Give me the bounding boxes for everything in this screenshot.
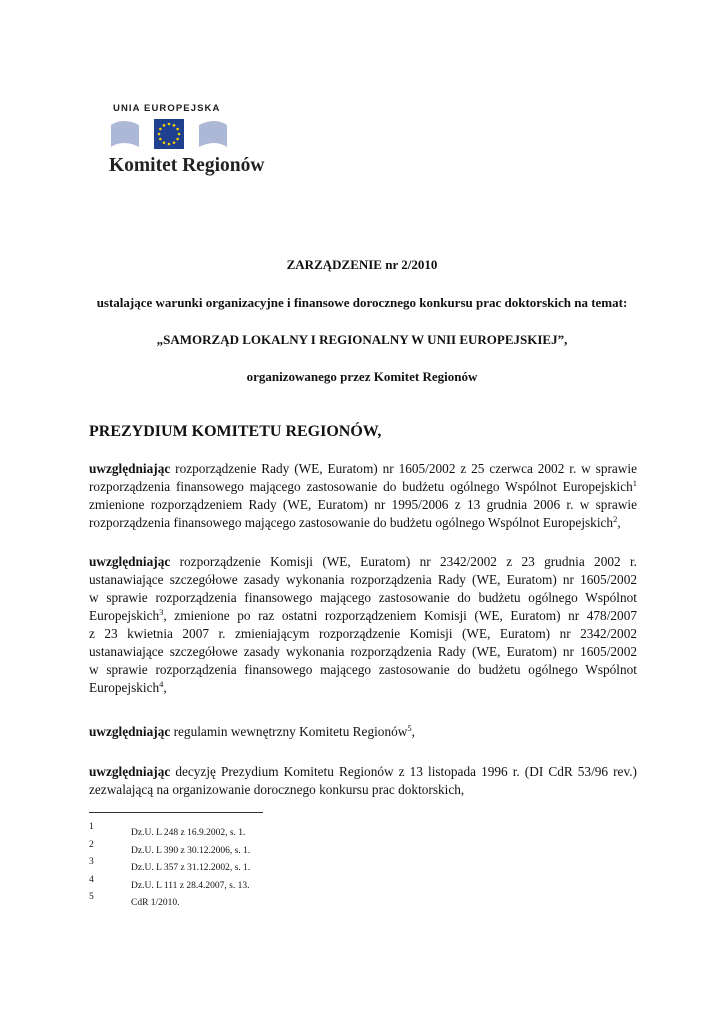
footnote-text: Dz.U. L 111 z 28.4.2007, s. 13. <box>131 880 250 891</box>
footnote-reference[interactable]: 3 <box>159 607 164 617</box>
logo <box>109 103 269 183</box>
paragraph-line: uwzględniając decyzję Prezydium Komitetu Regionów z 13 listopada 1996 r. (DI CdR 53/96 rev.) <box>89 764 637 779</box>
flag-star-icon <box>159 138 162 141</box>
flag-star-icon <box>176 138 179 141</box>
paragraph-2 <box>89 553 637 697</box>
paragraph-line: ustanawiające szczegółowe zasady wykonania rozporządzenia Rady (WE, Euratom) nr 1605/2002 <box>89 572 637 587</box>
flag-star-icon <box>173 124 176 127</box>
footnote-text: Dz.U. L 357 z 31.12.2002, s. 1. <box>131 863 251 873</box>
paragraph-line: z 23 kwietnia 2007 r. zmieniającym rozporządzenie Komisji (WE, Euratom) nr 2342/2002 <box>89 626 637 641</box>
paragraph-line: ustanawiające szczegółowe zasady wykonania rozporządzenia Rady (WE, Euratom) nr 1605/2002 <box>89 644 637 659</box>
flag-star-icon <box>168 123 171 126</box>
paragraph-line: Europejskich$^4$, <box>89 679 167 695</box>
document-heading: PREZYDIUM KOMITETU REGIONÓW, <box>89 423 382 440</box>
logo-org-top: UNIA EUROPEJSKA <box>113 103 221 114</box>
logo-org-name: Komitet Regionów <box>109 155 265 176</box>
footnote-text: CdR 1/2010. <box>131 898 180 908</box>
paragraph-line: uwzględniając rozporządzenie Rady (WE, Euratom) nr 1605/2002 z 25 czerwca 2002 r. w sprawie <box>89 461 637 476</box>
document-subtitle: ustalające warunki organizacyjne i finansowe dorocznego konkursu prac doktorskich na temat: <box>96 295 628 310</box>
flag-star-icon <box>178 133 181 136</box>
document-topic: „SAMORZĄD LOKALNY I REGIONALNY W UNII EUROPEJSKIEJ”, <box>156 332 568 347</box>
paragraph-line: rozporządzenia finansowego mającego zastosowanie do budżetu ogólnego Wspólnot Europejskich$^1$ <box>89 478 637 494</box>
flag-star-icon <box>163 124 166 127</box>
flag-star-icon <box>163 141 166 144</box>
paragraph-3 <box>89 723 637 741</box>
footnote-number: 1 <box>89 822 94 832</box>
paragraph-line: w sprawie rozporządzenia finansowego mającego zastosowanie do budżetu ogólnego Wspólnot <box>89 590 637 605</box>
paragraph-line: zmienione rozporządzeniem Rady (WE, Euratom) nr 1995/2006 z 13 grudnia 2006 r. w sprawie <box>89 497 637 512</box>
paragraph-line: w sprawie rozporządzenia finansowego mającego zastosowanie do budżetu ogólnego Wspólnot <box>89 662 637 677</box>
paragraph-line: zezwalającą na organizowanie dorocznego konkursu prac doktorskich, <box>89 782 465 797</box>
footnote-number: 3 <box>89 857 94 867</box>
footnote-text: Dz.U. L 390 z 30.12.2006, s. 1. <box>131 845 251 856</box>
paragraph-keyword: uwzględniając <box>89 461 171 476</box>
paragraph-1 <box>89 460 637 532</box>
document-title: ZARZĄDZENIE nr 2/2010 <box>286 257 438 272</box>
flag-star-icon <box>158 133 161 136</box>
flag-star-icon <box>159 128 162 131</box>
footnote-reference[interactable]: 4 <box>159 679 164 689</box>
paragraph-keyword: uwzględniając <box>89 554 171 569</box>
flag-star-icon <box>173 141 176 144</box>
document-organizer: organizowanego przez Komitet Regionów <box>246 369 478 384</box>
paragraph-4 <box>89 763 637 799</box>
paragraph-line: rozporządzenia finansowego mającego zastosowanie do budżetu ogólnego Wspólnot Europejskich$^2$, <box>89 514 621 530</box>
flag-star-icon <box>176 128 179 131</box>
paragraph-line: Europejskich$^3$, zmienione po raz ostatni rozporządzeniem Komisji (WE, Euratom) nr 478/2007 <box>89 607 637 623</box>
footnote-number: 4 <box>89 874 94 885</box>
footnote-reference[interactable]: 5 <box>407 723 412 733</box>
paragraph-line: uwzględniając regulamin wewnętrzny Komitetu Regionów$^5$, <box>89 723 415 739</box>
footnote-reference[interactable]: 1 <box>632 478 637 488</box>
paragraph-keyword: uwzględniając <box>89 724 171 739</box>
paragraph-line: uwzględniając rozporządzenie Komisji (WE, Euratom) nr 2342/2002 z 23 grudnia 2002 r. <box>89 554 637 569</box>
eu-flag-icon <box>109 113 229 153</box>
footnote-text: Dz.U. L 248 z 16.9.2002, s. 1. <box>131 828 246 838</box>
footnote-number: 2 <box>89 839 94 850</box>
flag-star-icon <box>168 143 171 146</box>
footnote-number: 5 <box>89 892 94 902</box>
footnote-reference[interactable]: 2 <box>613 514 618 524</box>
footnote-separator <box>89 812 263 813</box>
paragraph-keyword: uwzględniając <box>89 764 171 779</box>
